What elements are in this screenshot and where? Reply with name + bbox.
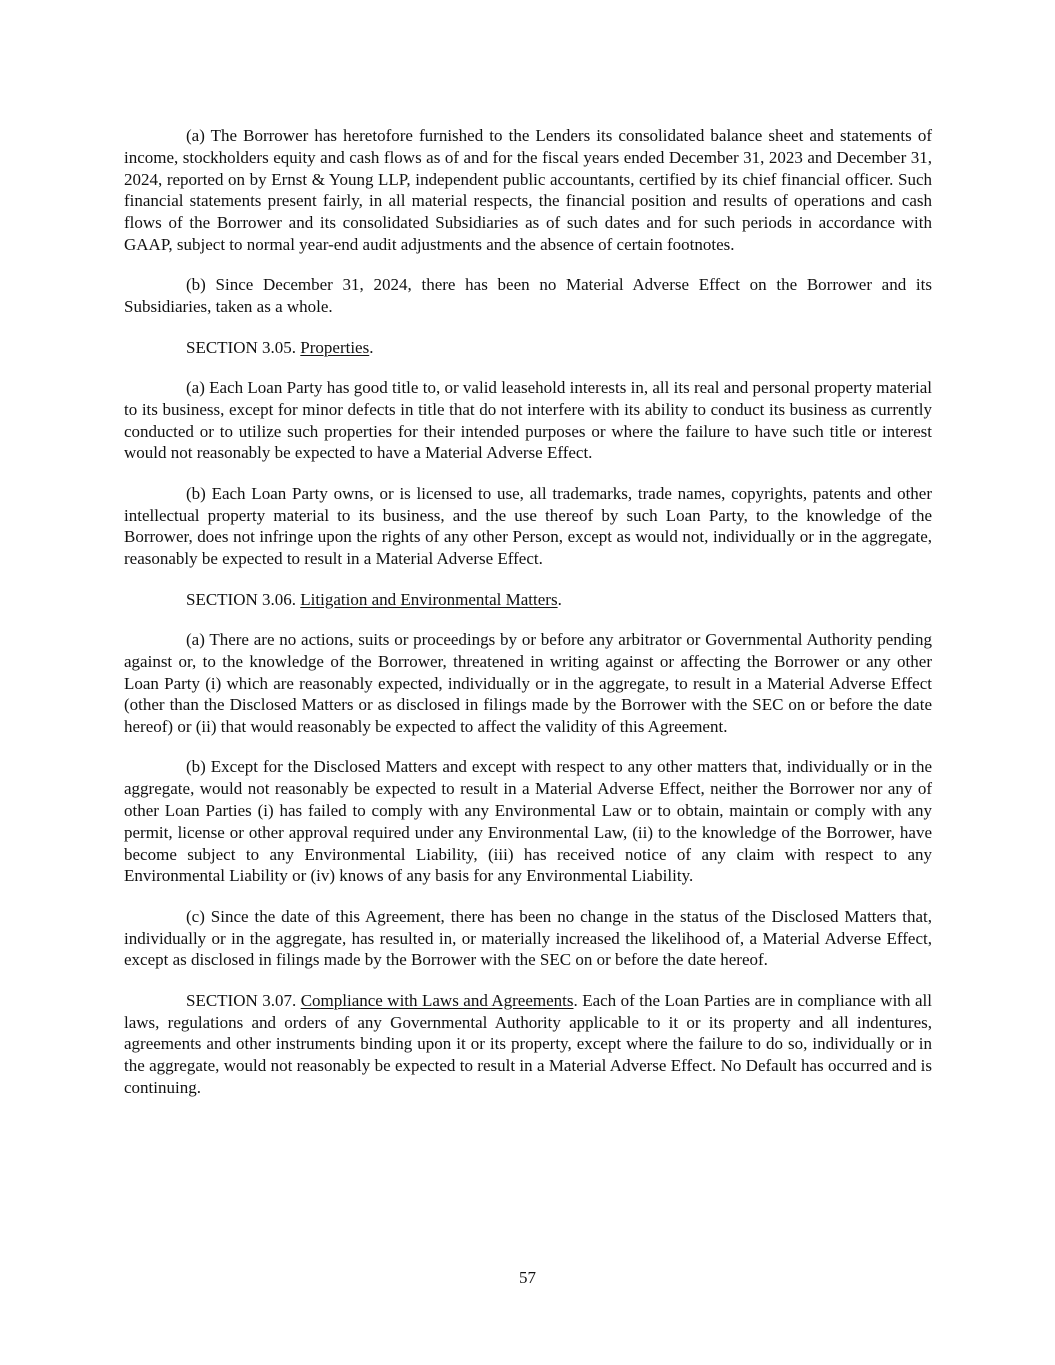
section-3-07-body: . Each of the Loan Parties are in compliance with all laws, regulations and orders of any Governmental Authority applicable to it or its property and all indentures, agreements and other instruments binding upon it or its property, except where the failure to do so, individually or in the aggregate, would not reasonably be expected to result in a Material Adverse Effect. No Default has occurred and is continuing.	[124, 990, 932, 1098]
section-3-05-number: SECTION 3.05.	[186, 337, 301, 357]
section-3-06-number: SECTION 3.06.	[186, 589, 301, 609]
section-3-07-paragraph	[124, 990, 932, 1099]
section-3-07-title: Compliance with Laws and Agreements	[300, 990, 574, 1010]
section-3-07-number: SECTION 3.07.	[186, 990, 301, 1010]
section-3-06-title: Litigation and Environmental Matters	[300, 589, 558, 609]
paragraph-3-05-b: (b) Each Loan Party owns, or is licensed to use, all trademarks, trade names, copyrights, patents and other intellectual property material to its business, and the use thereof by such Loan Party, to the knowledge of the Borrower, does not infringe upon the rights of any other Person, except as would not, individually or in the aggregate, reasonably be expected to result in a Material Adverse Effect.	[124, 483, 932, 569]
paragraph-3-05-a: (a) Each Loan Party has good title to, or valid leasehold interests in, all its real and personal property material to its business, except for minor defects in title that do not interfere with its ability to conduct its business as currently conducted or to utilize such properties for their intended purposes or where the failure to have such title or interest would not reasonably be expected to have a Material Adverse Effect.	[124, 377, 932, 463]
section-3-05-end: .	[369, 337, 374, 357]
paragraph-3-06-b: (b) Except for the Disclosed Matters and except with respect to any other matters that, individually or in the aggregate, would not reasonably be expected to result in a Material Adverse Effect, neither the Borrower nor any of other Loan Parties (i) has failed to comply with any Environmental Law or to obtain, maintain or comply with any permit, license or other approval required under any Environmental Law, (ii) to the knowledge of the Borrower, have become subject to any Environmental Liability, (iii) has received notice of any claim with respect to any Environmental Liability or (iv) knows of any basis for any Environmental Liability.	[124, 757, 932, 886]
paragraph-3-04-b: (b) Since December 31, 2024, there has been no Material Adverse Effect on the Borrower and its Subsidiaries, taken as a whole.	[124, 275, 932, 317]
page-number: 57	[519, 1268, 536, 1287]
paragraph-3-06-c: (c) Since the date of this Agreement, there has been no change in the status of the Disclosed Matters that, individually or in the aggregate, has resulted in, or materially increased the likelihood of, a Material Adverse Effect, except as disclosed in filings made by the Borrower with the SEC on or before the date hereof.	[124, 906, 932, 970]
document-page	[124, 125, 932, 1117]
paragraph-3-04-a: (a) The Borrower has heretofore furnished to the Lenders its consolidated balance sheet and statements of income, stockholders equity and cash flows as of and for the fiscal years ended December 31, 2023 and December 31, 2024, reported on by Ernst & Young LLP, independent public accountants, certified by its chief financial officer. Such financial statements present fairly, in all material respects, the financial position and results of operations and cash flows of the Borrower and its consolidated Subsidiaries as of such dates and for such periods in accordance with GAAP, subject to normal year-end audit adjustments and the absence of certain footnotes.	[124, 126, 932, 254]
section-3-05-heading	[124, 337, 932, 359]
section-3-06-heading	[124, 589, 932, 611]
section-3-05-title: Properties	[300, 337, 370, 357]
section-3-06-end: .	[557, 589, 562, 609]
paragraph-3-06-a: (a) There are no actions, suits or proceedings by or before any arbitrator or Governmental Authority pending against or, to the knowledge of the Borrower, threatened in writing against or affecting the Borrower or any other Loan Party (i) which are reasonably expected, individually or in the aggregate, to result in a Material Adverse Effect (other than the Disclosed Matters or as disclosed in filings made by the Borrower with the SEC on or before the date hereof) or (ii) that would reasonably be expected to affect the validity of this Agreement.	[124, 629, 932, 737]
